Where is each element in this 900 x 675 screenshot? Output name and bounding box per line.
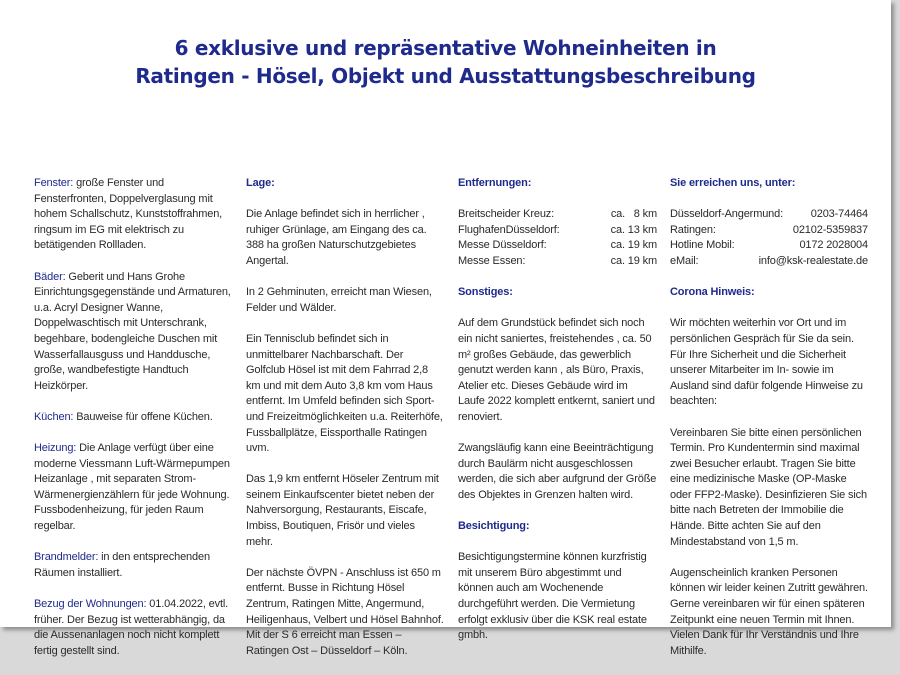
text-bezug: 01.04.2022, evtl. früher. Der Bezug ist wetterabhängig, da die Aussenanlagen noch nicht komplett fertig gestellt sind.	[34, 598, 229, 657]
heading-corona: Corona Hinweis:	[670, 286, 755, 299]
distance-list	[458, 207, 657, 269]
heading-kontakt: Sie erreichen uns, unter:	[670, 177, 796, 189]
distance-row	[458, 238, 657, 254]
corona-paragraph: Augenscheinlich kranken Personen können wir leider keinen Zutritt gewähren. Gerne vereinbaren wir für einen späteren Zeitpunkt eine neuen Termin mit Ihnen. Vielen Dank für Ihr Verständnis und Ihre Mithilfe.	[670, 566, 868, 657]
contact-row	[670, 207, 868, 223]
distance-row	[458, 254, 657, 270]
sonstiges-paragraph: Auf dem Grundstück befindet sich noch ein nicht saniertes, freistehendes , ca. 50 m² großes Gebäude, das gewerblich genutzt werden kann , als Büro, Praxis, Atelier etc. Dieses Gebäude wird im Laufe 2022 komplett entkernt, saniert und renoviert.	[458, 317, 655, 423]
lage-paragraph: Die Anlage befindet sich in herrlicher , ruhiger Grünlage, am Eingang des ca. 388 ha großen Naturschutzgebietes Angertal.	[246, 208, 427, 267]
contact-phone: 0203-74464	[810, 208, 868, 221]
column-features	[34, 176, 237, 675]
contact-label: Ratingen:	[670, 223, 716, 236]
distance-place: Messe Essen:	[458, 254, 526, 267]
distance-row	[458, 223, 657, 239]
distance-value: ca. 13 km	[610, 223, 657, 236]
heading-sonstiges: Sonstiges:	[458, 286, 513, 299]
section-baeder	[34, 270, 237, 395]
corona-paragraph: Wir möchten weiterhin vor Ort und im persönlichen Gespräch für Sie da sein. Für Ihre Sicherheit und die Sicherheit unserer Mitarbeiter im In- sowie im Ausland sind dafür folgende Hinweise zu beachten:	[670, 317, 863, 408]
contact-row	[670, 223, 868, 239]
heading-entfernungen: Entfernungen:	[458, 177, 532, 189]
contact-label: Düsseldorf-Angermund:	[670, 208, 784, 221]
distance-value: ca. 19 km	[610, 239, 657, 252]
title-line-1: 6 exklusive und repräsentative Wohneinheiten in	[174, 36, 717, 60]
lage-paragraph: Das 1,9 km entfernt Höseler Zentrum mit seinem Einkaufscenter bietet neben der Nahversorgung, Restaurants, Eiscafe, Imbiss, Boutiquen, Frisör und vieles mehr.	[246, 473, 439, 548]
lage-paragraph: Ein Tennisclub befindet sich in unmittelbarer Nachbarschaft. Der Golfclub Hösel ist mit dem Fahrrad 2,8 km und mit dem Auto 3,8 km vom Haus entfernt. Im Umfeld befinden sich Sport- und Freizeitmöglichkeiten u.a. Reiterhöfe, Fussballplätze, Eissporthalle Ratingen uvm.	[246, 332, 443, 455]
label-heizung: Heizung:	[34, 442, 77, 455]
heading-lage: Lage:	[246, 177, 275, 189]
text-fenster: große Fenster und Fensterfronten, Doppelverglasung mit hohem Schallschutz, Kunststoffrahmen, ringsum im EG mit elektrisch zu betätigenden Rollladen.	[34, 177, 223, 252]
section-kuechen	[34, 410, 237, 426]
distance-place: Breitscheider Kreuz:	[458, 208, 555, 221]
title-line-2: Ratingen - Hösel, Objekt und Ausstattungsbeschreibung	[135, 64, 756, 88]
column-kontakt	[670, 176, 868, 675]
column-entfernungen	[458, 176, 657, 659]
contact-label: eMail:	[670, 254, 699, 267]
label-brandmelder: Brandmelder:	[34, 551, 99, 564]
document-title	[0, 34, 891, 90]
section-brandmelder	[34, 550, 237, 581]
distance-value: ca. 8 km	[610, 208, 657, 221]
distance-value: ca. 19 km	[610, 254, 657, 267]
contact-label: Hotline Mobil:	[670, 239, 735, 252]
distance-row	[458, 207, 657, 223]
section-bezug	[34, 597, 237, 659]
text-brandmelder: in den entsprechenden Räumen installiert.	[34, 551, 210, 579]
text-kuechen: Bauweise für offene Küchen.	[76, 410, 213, 423]
label-fenster: Fenster:	[34, 177, 74, 189]
lage-paragraph: In 2 Gehminuten, erreicht man Wiesen, Felder und Wälder.	[246, 286, 432, 314]
section-fenster	[34, 176, 237, 254]
contact-phone: 02102-5359837	[792, 223, 868, 236]
contact-list	[670, 207, 868, 269]
contact-phone: 0172 2028004	[799, 239, 868, 252]
text-baeder: Geberit und Hans Grohe Einrichtungsgegenstände und Armaturen, u.a. Acryl Designer Wanne, Doppelwaschtisch mit Unterschrank, begehbare, bodengleiche Duschen mit Wasserfallausguss und Handdusche, große, wandbefestigte Handtuch Heizkörper.	[34, 270, 231, 392]
distance-place: FlughafenDüsseldorf:	[458, 223, 560, 236]
label-baeder: Bäder:	[34, 270, 66, 283]
sonstiges-paragraph: Zwangsläufig kann eine Beeinträchtigung durch Baulärm nicht ausgeschlossen werden, die sich aber aufgrund der Größe des Objektes in Grenzen halten wird.	[458, 442, 657, 501]
heading-besichtigung: Besichtigung:	[458, 520, 530, 533]
contact-row	[670, 238, 868, 254]
besichtigung-paragraph: Besichtigungstermine können kurzfristig mit unserem Büro abgestimmt und können auch am Wochenende durchgeführt werden. Die Vermietung erfolgt exklusiv über die KSK real estate gmbh.	[458, 551, 647, 642]
contact-row	[670, 254, 868, 270]
lage-paragraph: Der nächste ÖVPN - Anschluss ist 650 m entfernt. Busse in Richtung Hösel Zentrum, Ratingen Mitte, Angermund, Heiligenhaus, Velbert und Hösel Bahnhof. Mit der S 6 erreicht man Essen – Ratingen Ost – Düsseldorf – Köln.	[246, 566, 444, 657]
column-lage	[246, 176, 444, 675]
distance-place: Messe Düsseldorf:	[458, 239, 547, 252]
section-heizung	[34, 441, 237, 535]
contact-email: info@ksk-realestate.de	[758, 254, 868, 267]
label-bezug: Bezug der Wohnungen:	[34, 598, 147, 611]
text-heizung: Die Anlage verfügt über eine moderne Viessmann Luft-Wärmepumpen Heizanlage , mit separaten Strom-Wärmenergienzählern für jede Wohnung. Fussbodenheizung, für jeden Raum regelbar.	[34, 442, 230, 533]
label-kuechen: Küchen:	[34, 410, 74, 423]
corona-paragraph: Vereinbaren Sie bitte einen persönlichen Termin. Pro Kundentermin sind maximal zwei Besucher erlaubt. Tragen Sie bitte eine medizinische Maske (OP-Maske oder FFP2-Maske). Desinfizieren Sie sich bitte nach Betreten der Immobilie die Hände. Bitte achten Sie auf den Mindestabstand von 1,5 m.	[670, 426, 867, 548]
